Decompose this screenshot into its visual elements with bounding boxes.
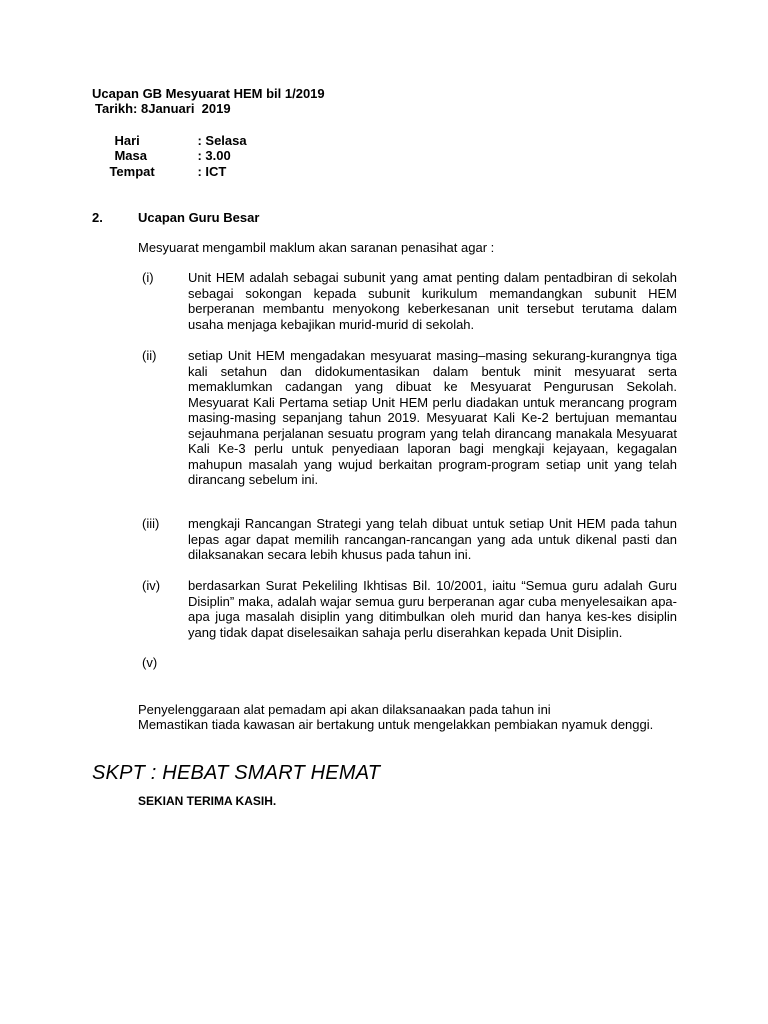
info-label: Hari [114,133,140,148]
item-label: (iv) [142,578,161,593]
note-paragraph: Memastikan tiada kawasan air bertakung untuk mengelakkan pembiakan nyamuk denggi. [138,717,654,732]
item-label: (iii) [142,516,160,531]
note-paragraph: Penyelenggaraan alat pemadam api akan dilaksanaakan pada tahun ini [138,702,551,717]
school-motto: SKPT : HEBAT SMART HEMAT [92,762,381,784]
info-label: Tempat [109,164,155,179]
item-text: mengkaji Rancangan Strategi yang telah dibuat untuk setiap Unit HEM pada tahun lepas agar dapat memilih rancangan-rancangan yang ada untuk dikenal pasti dan dilaksanakan secara lebih khusus pada tahun ini. [188,516,677,562]
section-intro: Mesyuarat mengambil maklum akan saranan penasihat agar : [138,240,495,255]
info-value: : ICT [197,164,227,179]
closing-line: SEKIAN TERIMA KASIH. [138,794,277,808]
date-line: Tarikh: 8Januari 2019 [95,101,231,116]
info-value: : 3.00 [197,148,231,163]
section-title: Ucapan Guru Besar [138,210,260,225]
item-label: (ii) [142,348,157,363]
section-number: 2. [92,210,103,225]
info-row-place [95,148,226,196]
item-label: (i) [142,270,154,285]
item-text: Unit HEM adalah sebagai subunit yang amat penting dalam pentadbiran di sekolah sebagai sokongan kepada subunit kurikulum memandangkan subunit HEM berperanan membantu menyokong keberkesanan unit tersebut terutama dalam usaha menjaga kebajikan murid-murid di sekolah. [188,270,677,332]
item-text: setiap Unit HEM mengadakan mesyuarat masing–masing sekurang-kurangnya tiga kali setahun dan didokumentasikan dalam bentuk minit mesyuarat serta memaklumkan cadangan yang dibuat ke Mesyuarat Pengurusan Sekolah. Mesyuarat Kali Pertama setiap Unit HEM perlu diadakan untuk merancang program masing-masing sepanjang tahun 2019. Mesyuarat Kali Ke-2 bertujuan memantau sejauhmana perjalanan sesuatu program yang telah dirancang manakala Mesyuarat Kali Ke-3 perlu untuk penyediaan laporan bagi mengkaji kejayaan, kegagalan mahupun masalah yang wujud berkaitan program-program setiap unit yang telah dirancang sebelum ini. [188,348,677,487]
info-label: Masa [114,148,147,163]
item-label: (v) [142,655,158,670]
item-text: berdasarkan Surat Pekeliling Ikhtisas Bil. 10/2001, iaitu “Semua guru adalah Guru Disiplin” maka, adalah wajar semua guru berperanan agar cuba menyelesaikan apa-apa juga masalah disiplin yang ditimbulkan oleh murid dan hanya kes-kes disiplin yang tidak dapat diselesaikan sahaja perlu diserahkan kepada Unit Disiplin. [188,578,677,640]
document-title: Ucapan GB Mesyuarat HEM bil 1/2019 [92,86,325,101]
info-value: : Selasa [197,133,247,148]
